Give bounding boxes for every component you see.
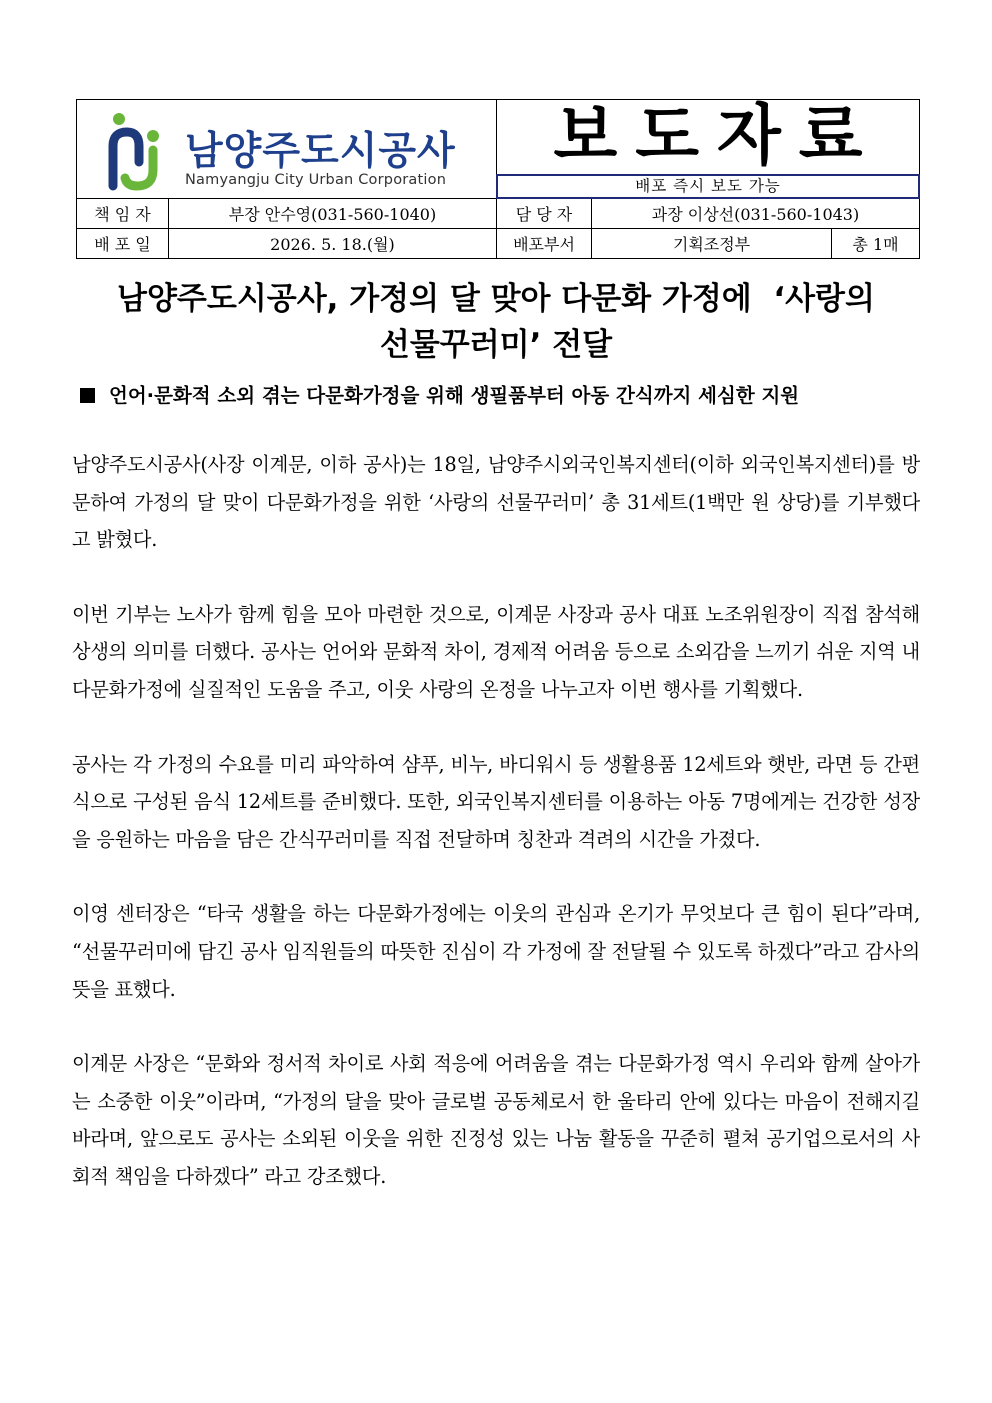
paragraph-3: 공사는 각 가정의 수요를 미리 파악하여 샴푸, 비누, 바디워시 등 생활용품 12세트와 햇반, 라면 등 간편식으로 구성된 음식 12세트를 준비했다. 또한, 외국인복지센터를 이용하는 아동 7명에게는 건강한 성장을 응원하는 마음을 담은 간식꾸러미를 직접 전달하며 칭찬과 격려의 시간을 가졌다. xyxy=(72,752,920,851)
square-bullet-icon xyxy=(80,388,95,403)
label-department: 배포부서 xyxy=(497,229,592,259)
label-responsible: 책 임 자 xyxy=(77,199,169,229)
subheadline xyxy=(80,380,940,408)
subheadline-text: 언어·문화적 소외 겪는 다문화가정을 위해 생필품부터 아동 간식까지 세심한 지원 xyxy=(109,384,800,407)
distribution-note: 배포 즉시 보도 가능 xyxy=(496,174,920,199)
article-body xyxy=(72,446,920,1233)
headline-line-1: 남양주도시공사, 가정의 달 맞아 다문화 가정에 ‘사랑의 xyxy=(117,281,875,317)
paragraph-5: 이계문 사장은 “문화와 정서적 차이로 사회 적응에 어려움을 겪는 다문화가정 역시 우리와 함께 살아가는 소중한 이웃”이라며, “가정의 달을 맞아 글로벌 공동체로서 한 울타리 안에 있다는 마음이 전해지길 바라며, 앞으로도 공사는 소외된 이웃을 위한 진정성 있는 나눔 활동을 꾸준히 펼쳐 공기업으로서의 사회적 책임을 다하겠다” 라고 강조했다. xyxy=(72,1052,920,1188)
headline xyxy=(60,276,932,368)
press-header-table xyxy=(76,99,920,259)
press-release-title: 보도자료 xyxy=(553,97,881,174)
press-title-cell xyxy=(497,97,920,199)
paragraph-1: 남양주도시공사(사장 이계문, 이하 공사)는 18일, 남양주시외국인복지센터(이하 외국인복지센터)를 방문하여 가정의 달 맞이 다문화가정을 위한 ‘사랑의 선물꾸러미’ 총 31세트(1백만 원 상당)를 기부했다고 밝혔다. xyxy=(72,453,920,552)
headline-line-2: 선물꾸러미’ 전달 xyxy=(379,327,613,363)
value-release-date: 2026. 5. 18.(월) xyxy=(169,229,497,259)
label-release-date: 배 포 일 xyxy=(77,229,169,259)
logo-cell xyxy=(77,100,497,199)
value-responsible: 부장 안수영(031-560-1040) xyxy=(169,199,497,229)
header-row-contacts xyxy=(77,199,920,229)
org-name-en: Namyangju City Urban Corporation xyxy=(185,172,447,188)
header-row-release xyxy=(77,229,920,259)
value-department: 기획조정부 xyxy=(592,229,832,259)
org-logo-icon xyxy=(105,112,175,192)
paragraph-4: 이영 센터장은 “타국 생활을 하는 다문화가정에는 이웃의 관심과 온기가 무엇보다 큰 힘이 된다”라며, “선물꾸러미에 담긴 공사 임직원들의 따뜻한 진심이 각 가정에 잘 전달될 수 있도록 하겠다”라고 감사의 뜻을 표했다. xyxy=(72,902,920,1001)
paragraph-2: 이번 기부는 노사가 함께 힘을 모아 마련한 것으로, 이계문 사장과 공사 대표 노조위원장이 직접 참석해 상생의 의미를 더했다. 공사는 언어와 문화적 차이, 경제적 어려움 등으로 소외감을 느끼기 쉬운 지역 내 다문화가정에 실질적인 도움을 주고, 이웃 사랑의 온정을 나누고자 이번 행사를 기획했다. xyxy=(72,602,920,701)
org-name: 남양주도시공사 xyxy=(185,129,456,174)
value-contact-person: 과장 이상선(031-560-1043) xyxy=(592,199,920,229)
value-page-count: 총 1매 xyxy=(832,229,920,259)
label-contact-person: 담 당 자 xyxy=(497,199,592,229)
org-logo xyxy=(105,112,475,192)
